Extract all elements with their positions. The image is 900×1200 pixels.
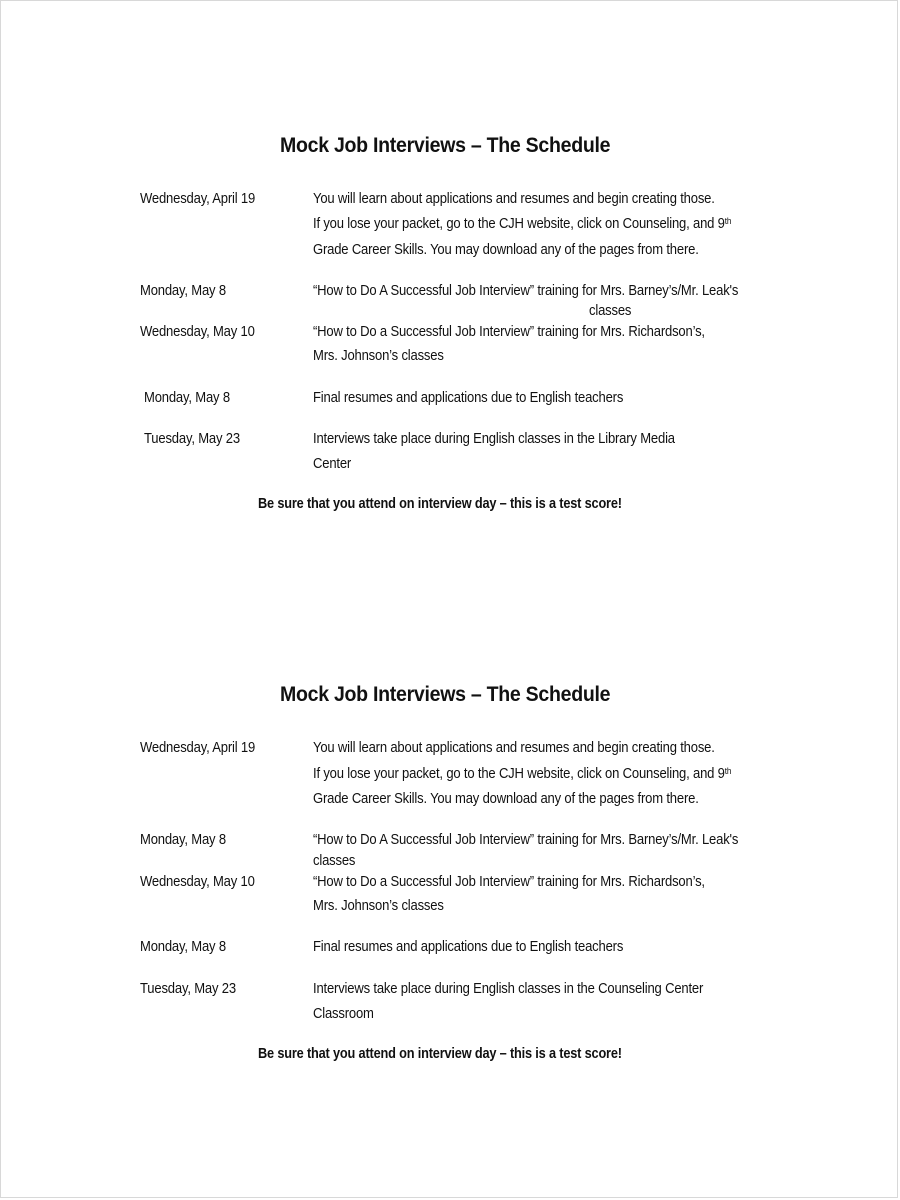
row-description-line: “How to Do a Successful Job Interview” training for Mrs. Richardson’s, — [313, 324, 705, 340]
row-description-line: Final resumes and applications due to English teachers — [313, 390, 624, 406]
row-description-line — [313, 765, 731, 783]
schedule-title: Mock Job Interviews – The Schedule — [280, 134, 611, 157]
ordinal-suffix: th — [724, 766, 732, 776]
row-date: Monday, May 8 — [140, 939, 226, 955]
row-date: Wednesday, May 10 — [140, 874, 255, 890]
row-description-line: Mrs. Johnson’s classes — [313, 348, 444, 364]
row-description-line: classes — [589, 303, 632, 319]
row-description-line: “How to Do A Successful Job Interview” training for Mrs. Barney’s/Mr. Leak's — [313, 283, 739, 299]
row-description-line: Grade Career Skills. You may download any of the pages from there. — [313, 242, 699, 258]
row-description-line: Mrs. Johnson’s classes — [313, 898, 444, 914]
row-date: Wednesday, April 19 — [140, 191, 256, 207]
row-date: Wednesday, May 10 — [140, 324, 255, 340]
row-date: Monday, May 8 — [140, 283, 226, 299]
row-description-line: You will learn about applications and resumes and begin creating those. — [313, 740, 715, 756]
row-description-line — [313, 215, 731, 233]
row-description-line: Interviews take place during English classes in the Counseling Center — [313, 981, 704, 997]
row-description-line: Interviews take place during English classes in the Library Media — [313, 431, 675, 447]
attendance-notice: Be sure that you attend on interview day – this is a test score! — [258, 496, 622, 512]
row-description-line: classes — [313, 853, 356, 869]
row-date: Wednesday, April 19 — [140, 740, 256, 756]
row-description-line: “How to Do A Successful Job Interview” training for Mrs. Barney’s/Mr. Leak's — [313, 832, 739, 848]
row-date: Tuesday, May 23 — [140, 981, 236, 997]
attendance-notice: Be sure that you attend on interview day – this is a test score! — [258, 1046, 622, 1062]
row-description-line: Classroom — [313, 1006, 374, 1022]
schedule-title: Mock Job Interviews – The Schedule — [280, 683, 611, 706]
row-description-line: Center — [313, 456, 352, 472]
row-date: Monday, May 8 — [144, 390, 230, 406]
row-description-text: If you lose your packet, go to the CJH website, click on Counseling, and 9 — [313, 766, 725, 782]
ordinal-suffix: th — [724, 216, 732, 226]
row-date: Tuesday, May 23 — [144, 431, 240, 447]
row-description-text: If you lose your packet, go to the CJH website, click on Counseling, and 9 — [313, 216, 725, 232]
row-date: Monday, May 8 — [140, 832, 226, 848]
row-description-line: Final resumes and applications due to English teachers — [313, 939, 624, 955]
row-description-line: Grade Career Skills. You may download any of the pages from there. — [313, 791, 699, 807]
row-description-line: “How to Do a Successful Job Interview” training for Mrs. Richardson’s, — [313, 874, 705, 890]
row-description-line: You will learn about applications and resumes and begin creating those. — [313, 191, 715, 207]
